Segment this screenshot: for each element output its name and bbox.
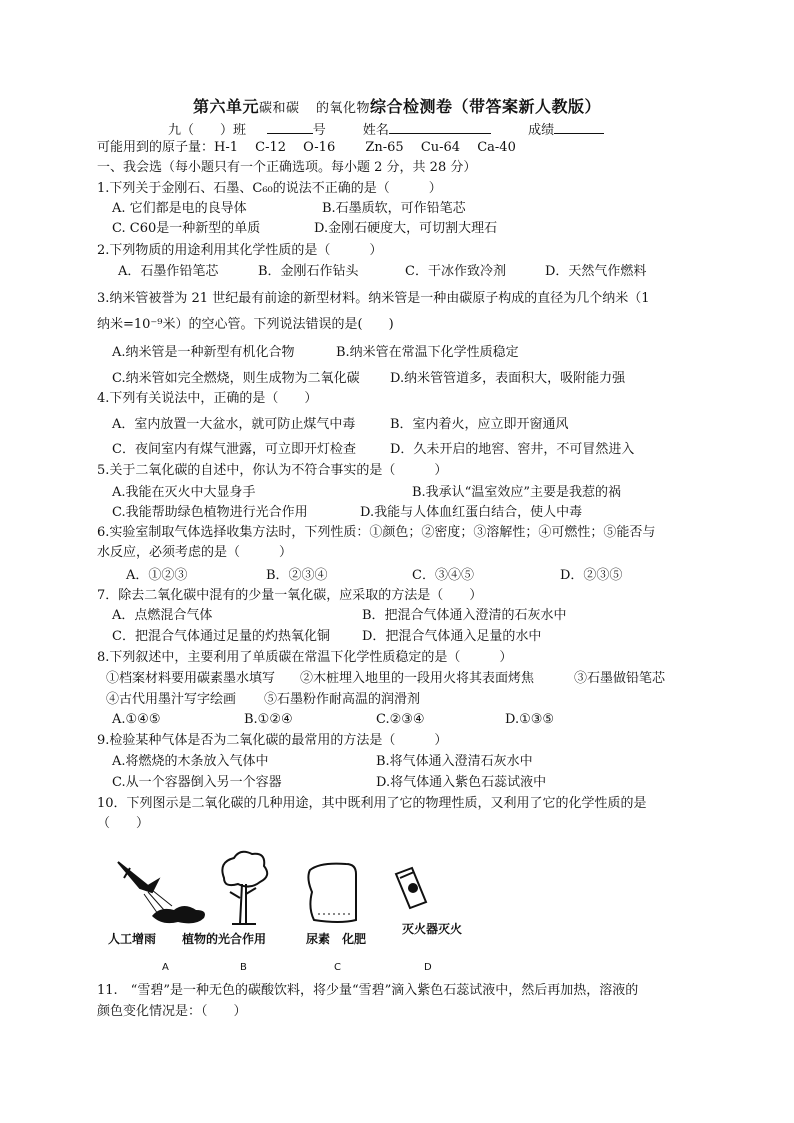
question-8-stem: 8.下列叙述中，主要利用了单质碳在常温下化学性质稳定的是（ ） (97, 650, 513, 665)
question-7-stem: 7．除去二氧化碳中混有的少量一氧化碳，应采取的方法是（ ） (97, 588, 483, 603)
q2-option-d: D．天然气作燃料 (545, 264, 647, 279)
q5-option-d: D.我能与人体血红蛋白结合，使人中毒 (360, 505, 583, 520)
question-4-stem: 4.下列有关说法中，正确的是（ ） (97, 391, 318, 406)
q1-option-b: B.石墨质软，可作铅笔芯 (322, 201, 466, 216)
tree-icon (222, 852, 267, 924)
class-field: 九（ ）班 (168, 123, 247, 138)
question-3-stem: 3.纳米管被誉为 21 世纪最有前途的新型材料。纳米管是一种由碳原子构成的直径为几个纳米（1 (97, 291, 650, 306)
q3-option-a: A.纳米管是一种新型有机化合物 (112, 345, 295, 360)
q9-option-a: A.将燃烧的木条放入气体中 (112, 754, 269, 769)
q8-item-2: ②木桩埋入地里的一段用火将其表面烤焦 (300, 671, 535, 686)
number-label: 号 (312, 123, 326, 138)
title-part3: 的氧化物 (316, 101, 371, 116)
q1-option-c: C. C60是一种新型的单质 (112, 221, 261, 236)
q9-option-b: B.将气体通入澄清石灰水中 (376, 754, 533, 769)
q9-option-c: C.从一个容器倒入另一个容器 (112, 775, 282, 790)
q7-option-b: B．把混合气体通入澄清的石灰水中 (362, 608, 567, 623)
question-3-stem-2: 纳米=10⁻⁹米）的空心管。下列说法错误的是( ) (97, 317, 394, 332)
score-blank[interactable] (554, 120, 604, 134)
label-a: A (162, 962, 169, 973)
q6-option-b: B．②③④ (266, 568, 328, 583)
number-blank[interactable] (267, 120, 313, 134)
label-d: D (424, 962, 432, 973)
q6-option-a: A．①②③ (126, 568, 188, 583)
question-10-stem: 10．下列图示是二氧化碳的几种用途，其中既利用了它的物理性质，又利用了它的化学性质的是 (97, 796, 647, 811)
atomic-masses: 可能用到的原子量：H-1 C-12 O-16 Zn-65 Cu-64 Ca-40 (97, 140, 516, 155)
question-6-stem: 6.实验室制取气体选择收集方法时，下列性质：①颜色；②密度；③溶解性；④可燃性；⑤能否与 (97, 525, 656, 540)
question-5-stem: 5.关于二氧化碳的自述中，你认为不符合事实的是（ ） (97, 463, 448, 478)
q8-item-4: ④古代用墨汁写字绘画 (106, 692, 237, 707)
q4-option-c: C．夜间室内有煤气泄露，可立即开灯检查 (112, 442, 356, 457)
caption-d: 灭火器灭火 (402, 922, 463, 936)
figure-drawings (100, 848, 520, 978)
question-6-stem-2: 水反应，必须考虑的是（ ） (97, 545, 293, 560)
q3-option-c: C.纳米管如完全燃烧，则生成物为二氧化碳 (112, 371, 360, 386)
question-2-stem: 2.下列物质的用途利用其化学性质的是（ ） (97, 243, 383, 258)
caption-a: 人工增雨 (108, 932, 157, 946)
q3-option-d: D.纳米管管道多，表面积大，吸附能力强 (390, 371, 626, 386)
q2-option-a: A．石墨作铅笔芯 (118, 264, 219, 279)
section-heading: 一、我会选（每小题只有一个正确选项。每小题 2 分，共 28 分） (97, 160, 477, 175)
name-label: 姓名 (362, 123, 389, 138)
label-c: C (334, 962, 341, 973)
q8-option-c: C.②③④ (376, 712, 425, 727)
q8-option-b: B.①②④ (244, 712, 293, 727)
q4-option-a: A．室内放置一大盆水，就可防止煤气中毒 (112, 417, 356, 432)
q8-item-5: ⑤石墨粉作耐高温的润滑剂 (264, 692, 421, 707)
q1-option-d: D.金刚石硬度大，可切割大理石 (314, 221, 498, 236)
q2-option-b: B．金刚石作钻头 (258, 264, 359, 279)
q3-option-b: B.纳米管在常温下化学性质稳定 (336, 345, 519, 360)
caption-b: 植物的光合作用 (182, 932, 267, 946)
q7-option-c: C．把混合气体通过足量的灼热氧化铜 (112, 629, 330, 644)
page-title (0, 94, 794, 117)
fertilizer-bag-icon (308, 864, 356, 922)
question-11-stem: 11. “雪碧”是一种无色的碳酸饮料，将少量“雪碧”滴入紫色石蕊试液中，然后再加热，溶液的 (97, 983, 639, 998)
fire-extinguisher-icon (396, 868, 426, 908)
header-fields (168, 120, 604, 140)
question-9-stem: 9.检验某种气体是否为二氧化碳的最常用的方法是（ ） (97, 733, 448, 748)
q5-option-c: C.我能帮助绿色植物进行光合作用 (112, 505, 308, 520)
co2-uses-figure (100, 848, 520, 978)
q4-option-b: B．室内着火，应立即开窗通风 (390, 417, 569, 432)
q7-option-a: A．点燃混合气体 (112, 608, 213, 623)
cloud-icon (152, 906, 205, 923)
title-part4: 综合检测卷（带答案新人教版） (370, 97, 602, 116)
q2-option-c: C．干冰作致冷剂 (405, 264, 506, 279)
question-10-stem-2: （ ） (97, 816, 150, 831)
q8-item-1: ①档案材料要用碳素墨水填写 (106, 671, 276, 686)
q6-option-c: C．③④⑤ (412, 568, 474, 583)
question-11-stem-2: 颜色变化情况是：（ ） (97, 1004, 247, 1019)
q5-option-b: B.我承认“温室效应”主要是我惹的祸 (412, 485, 621, 500)
title-part2: 碳和碳 (258, 101, 300, 116)
question-1-stem: 1.下列关于金刚石、石墨、C₆₀的说法不正确的是（ ） (97, 181, 442, 196)
q7-option-d: D．把混合气体通入足量的水中 (362, 629, 542, 644)
score-label: 成绩 (528, 123, 555, 138)
q1-option-a: A. 它们都是电的良导体 (112, 201, 247, 216)
title-part1: 第六单元 (192, 97, 259, 116)
caption-c: 尿素 化肥 (306, 932, 367, 946)
q5-option-a: A.我能在灭火中大显身手 (112, 485, 256, 500)
q8-option-d: D.①③⑤ (505, 712, 555, 727)
label-b: B (240, 962, 247, 973)
name-blank[interactable] (389, 120, 491, 134)
q9-option-d: D.将气体通入紫色石蕊试液中 (376, 775, 547, 790)
q4-option-d: D．久未开启的地窖、窖井，不可冒然进入 (390, 442, 635, 457)
airplane-icon (118, 862, 172, 914)
q8-option-a: A.①④⑤ (112, 712, 161, 727)
q8-item-3: ③石墨做铅笔芯 (574, 671, 666, 686)
q6-option-d: D．②③⑤ (560, 568, 623, 583)
